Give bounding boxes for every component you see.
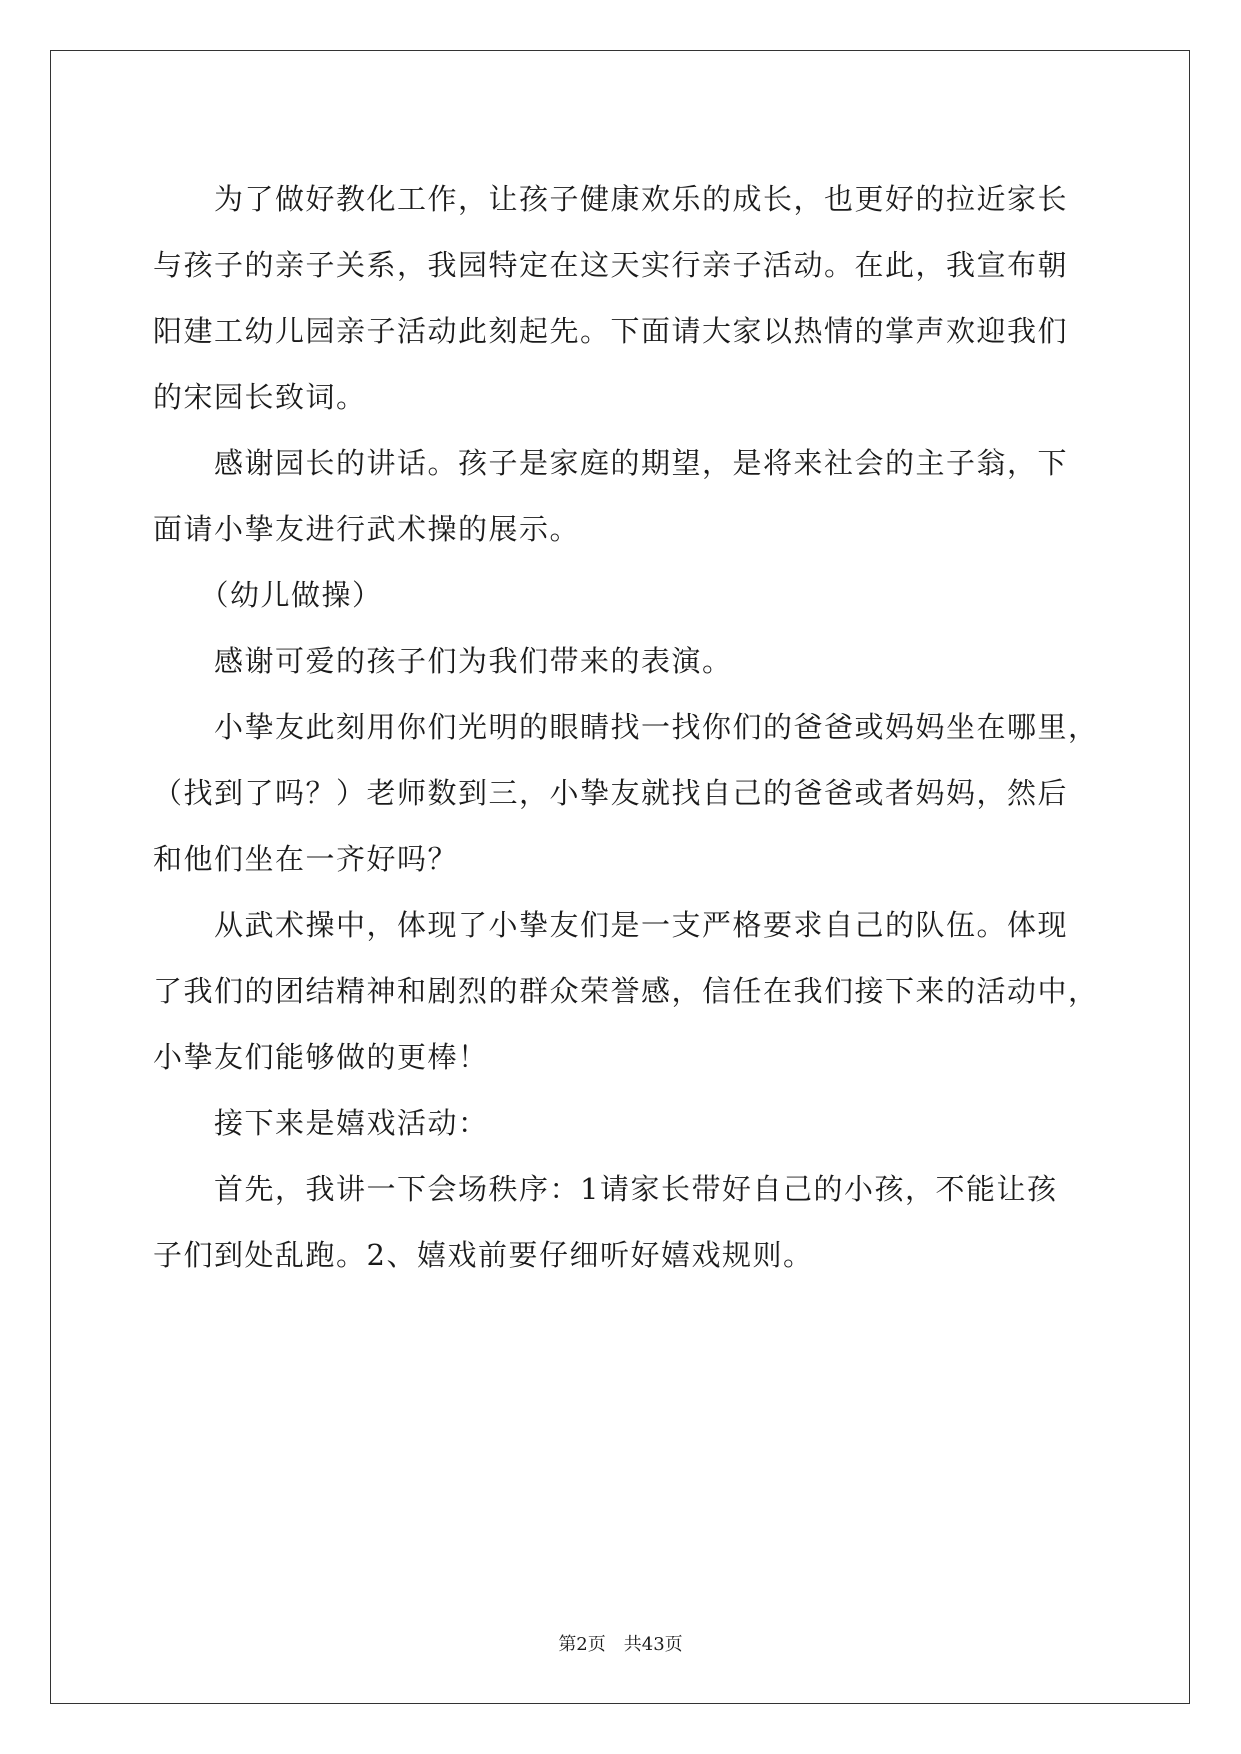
text-line: 和他们坐在一齐好吗？ <box>153 842 459 876</box>
document-body <box>153 166 1098 1288</box>
page-number: 第2页 <box>558 1634 606 1655</box>
page-total: 共43页 <box>623 1634 683 1655</box>
text-line: 小挚友此刻用你们光明的眼睛找一找你们的爸爸或妈妈坐在哪里， <box>153 710 1099 744</box>
text-line: （找到了吗？）老师数到三，小挚友就找自己的爸爸或者妈妈，然后 <box>153 776 1069 810</box>
text-line: 首先，我讲一下会场秩序：1请家长带好自己的小孩，不能让孩 <box>153 1172 1058 1206</box>
text-line: 的宋园长致词。 <box>153 380 367 414</box>
text-line: 接下来是嬉戏活动： <box>153 1106 489 1140</box>
text-line: 感谢可爱的孩子们为我们带来的表演。 <box>153 644 733 678</box>
text-line: 为了做好教化工作，让孩子健康欢乐的成长，也更好的拉近家长 <box>153 182 1069 216</box>
text-line: 子们到处乱跑。2、嬉戏前要仔细听好嬉戏规则。 <box>153 1238 814 1272</box>
text-line: 从武术操中，体现了小挚友们是一支严格要求自己的队伍。体现 <box>153 908 1069 942</box>
text-line: （幼儿做操） <box>153 578 383 612</box>
text-line: 小挚友们能够做的更棒！ <box>153 1040 489 1074</box>
text-line: 与孩子的亲子关系，我园特定在这天实行亲子活动。在此，我宣布朝 <box>153 248 1069 282</box>
text-line: 阳建工幼儿园亲子活动此刻起先。下面请大家以热情的掌声欢迎我们 <box>153 314 1069 348</box>
text-line: 感谢园长的讲话。孩子是家庭的期望，是将来社会的主子翁，下 <box>153 446 1069 480</box>
text-line: 面请小挚友进行武术操的展示。 <box>153 512 581 546</box>
page-footer <box>0 1630 1241 1656</box>
text-line: 了我们的团结精神和剧烈的群众荣誉感，信任在我们接下来的活动中， <box>153 974 1099 1008</box>
